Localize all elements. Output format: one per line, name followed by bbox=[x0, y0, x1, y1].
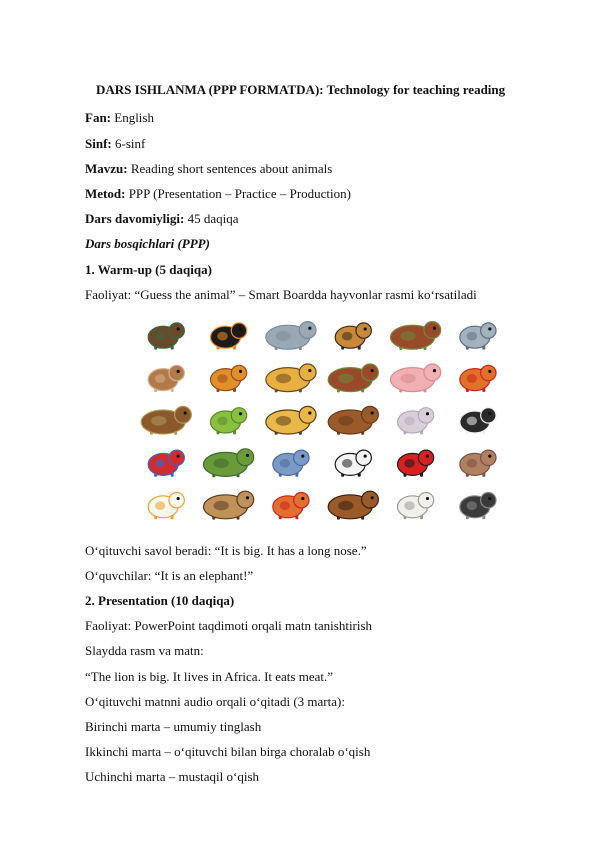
presentation-line: Slaydda rasm va matn: bbox=[85, 643, 204, 658]
meta-method bbox=[85, 186, 351, 202]
meta-label: Mavzu: bbox=[85, 161, 128, 176]
hyena-figure bbox=[204, 491, 254, 519]
cheetah-figure bbox=[266, 364, 316, 392]
meta-topic bbox=[85, 161, 332, 177]
meta-grade bbox=[85, 136, 145, 152]
bear-figure bbox=[328, 406, 378, 434]
meta-value: 6-sinf bbox=[114, 136, 146, 151]
tortoise-figure bbox=[141, 406, 191, 434]
meta-label: Fan: bbox=[85, 110, 111, 125]
document-title: DARS ISHLANMA (PPP FORMATDA): Technology for teaching reading bbox=[96, 82, 506, 97]
warmup-student-answer: Oʻquvchilar: “It is an elephant!” bbox=[85, 568, 254, 583]
eagle-figure bbox=[460, 408, 496, 435]
presentation-quote: “The lion is big. It lives in Africa. It eats meat.” bbox=[85, 669, 334, 684]
sheep-figure bbox=[398, 493, 434, 520]
jackal-figure bbox=[335, 323, 371, 350]
meta-value: English bbox=[114, 110, 154, 125]
presentation-line: Faoliyat: PowerPoint taqdimoti orqali matn tanishtirish bbox=[85, 618, 373, 633]
meta-duration bbox=[85, 211, 238, 227]
meta-label: Sinf: bbox=[85, 136, 112, 151]
leopard-figure bbox=[266, 406, 316, 434]
presentation-heading: 2. Presentation (10 daqiqa) bbox=[85, 593, 235, 608]
warmup-heading: 1. Warm-up (5 daqiqa) bbox=[85, 262, 212, 277]
meta-label: Dars davomiyligi: bbox=[85, 211, 185, 226]
elephant-figure bbox=[266, 322, 316, 350]
toucan-figure bbox=[211, 323, 247, 350]
kangaroo-figure bbox=[460, 450, 496, 477]
rabbit-figure bbox=[398, 408, 434, 435]
mantis-figure bbox=[211, 408, 247, 435]
horse-figure bbox=[328, 491, 378, 519]
meta-value: PPP (Presentation – Practice – Production) bbox=[128, 186, 351, 201]
turtle-figure bbox=[328, 364, 378, 392]
pig-figure bbox=[391, 364, 441, 392]
koala-figure bbox=[460, 323, 496, 350]
stages-heading: Dars bosqichlari (PPP) bbox=[85, 236, 210, 251]
crocodile-figure bbox=[204, 449, 254, 477]
hen-figure bbox=[460, 365, 496, 392]
rooster-figure bbox=[273, 493, 309, 520]
meta-label: Metod: bbox=[85, 186, 126, 201]
presentation-step: Birinchi marta – umumiy tinglash bbox=[85, 719, 262, 734]
meta-subject bbox=[85, 110, 154, 126]
parrot-figure bbox=[148, 450, 184, 477]
presentation-step: Ikkinchi marta – oʻqituvchi bilan birga choralab oʻqish bbox=[85, 744, 371, 759]
panda-figure bbox=[335, 450, 371, 477]
warmup-teacher-question: Oʻqituvchi savol beradi: “It is big. It has a long nose.” bbox=[85, 543, 367, 558]
goose-figure bbox=[148, 493, 184, 520]
lion-figure bbox=[211, 365, 247, 392]
presentation-line: Oʻqituvchi matnni audio orqali oʻqitadi (3 marta): bbox=[85, 694, 345, 709]
snail-figure bbox=[148, 365, 184, 392]
animals-illustration bbox=[132, 314, 506, 526]
meta-value: 45 daqiqa bbox=[187, 211, 239, 226]
warmup-activity: Faoliyat: “Guess the animal” – Smart Boardda hayvonlar rasmi koʻrsatiladi bbox=[85, 287, 477, 302]
animals-image bbox=[132, 314, 506, 526]
presentation-step: Uchinchi marta – mustaqil oʻqish bbox=[85, 769, 260, 784]
turtle-figure bbox=[391, 322, 441, 350]
rhino-figure bbox=[273, 450, 309, 477]
goat-figure bbox=[460, 493, 496, 520]
ladybug-figure bbox=[398, 450, 434, 477]
duck-figure bbox=[148, 323, 184, 350]
meta-value: Reading short sentences about animals bbox=[130, 161, 333, 176]
